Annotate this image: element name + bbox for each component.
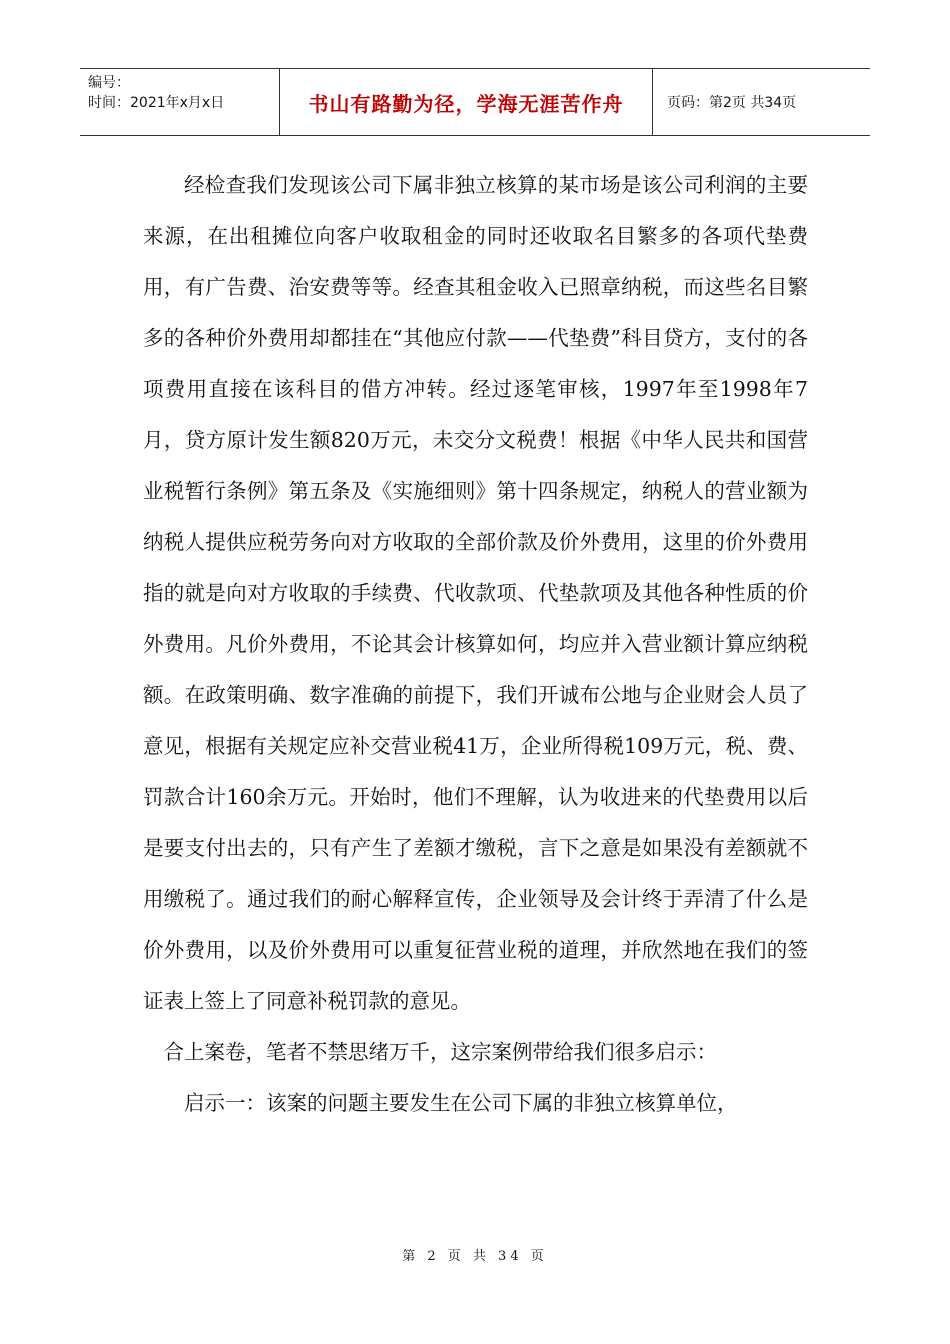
body-paragraph: 启示一：该案的问题主要发生在公司下属的非独立核算单位， bbox=[184, 1091, 738, 1115]
header-motto: 书山有路勤为径，学海无涯苦作舟 bbox=[280, 69, 653, 135]
body-paragraph: 经检查我们发现该公司下属非独立核算的某市场是该公司利润的主要来源，在出租摊位向客户收取租金的同时还收取名目繁多的各项代垫费用，有广告费、治安费等等。经查其租金收入已照章纳税，而这些名目繁多的各种价外费用却都挂在“其他应付款——代垫费”科目贷方，支付的各项费用直接在该科目的借方冲转。经过逐笔审核，1997年至1998年7月，贷方原计发生额820万元，未交分文税费！根据《中华人民共和国营业税暂行条例》第五条及《实施细则》第十四条规定，纳税人的营业额为纳税人提供应税劳务向对方收取的全部价款及价外费用，这里的价外费用指的就是向对方收取的手续费、代收款项、代垫款项及其他各种性质的价外费用。凡价外费用，不论其会计核算如何，均应并入营业额计算应纳税额。在政策明确、数字准确的前提下，我们开诚布公地与企业财会人员了意见，根据有关规定应补交营业税41万，企业所得税109万元，税、费、罚款合计160余万元。开始时，他们不理解，认为收进来的代垫费用以后是要支付出去的，只有产生了差额才缴税，言下之意是如果没有差额就不用缴税了。通过我们的耐心解释宣传，企业领导及会计终于弄清了什么是价外费用，以及价外费用可以重复征营业税的道理，并欣然地在我们的签证表上签上了同意补税罚款的意见。 bbox=[143, 173, 808, 1013]
header-meta bbox=[80, 69, 280, 135]
document-date: 时间：2021年x月x日 bbox=[88, 95, 225, 111]
document-body bbox=[143, 160, 808, 1129]
page-header bbox=[80, 68, 870, 136]
body-paragraph: 合上案卷，笔者不禁思绪万千，这宗案例带给我们很多启示： bbox=[163, 1040, 717, 1064]
page-footer: 第 2 页 共 34 页 bbox=[402, 1249, 548, 1264]
header-page-info: 页码：第2页 共34页 bbox=[667, 95, 797, 111]
document-number-label: 编号： bbox=[88, 75, 130, 91]
